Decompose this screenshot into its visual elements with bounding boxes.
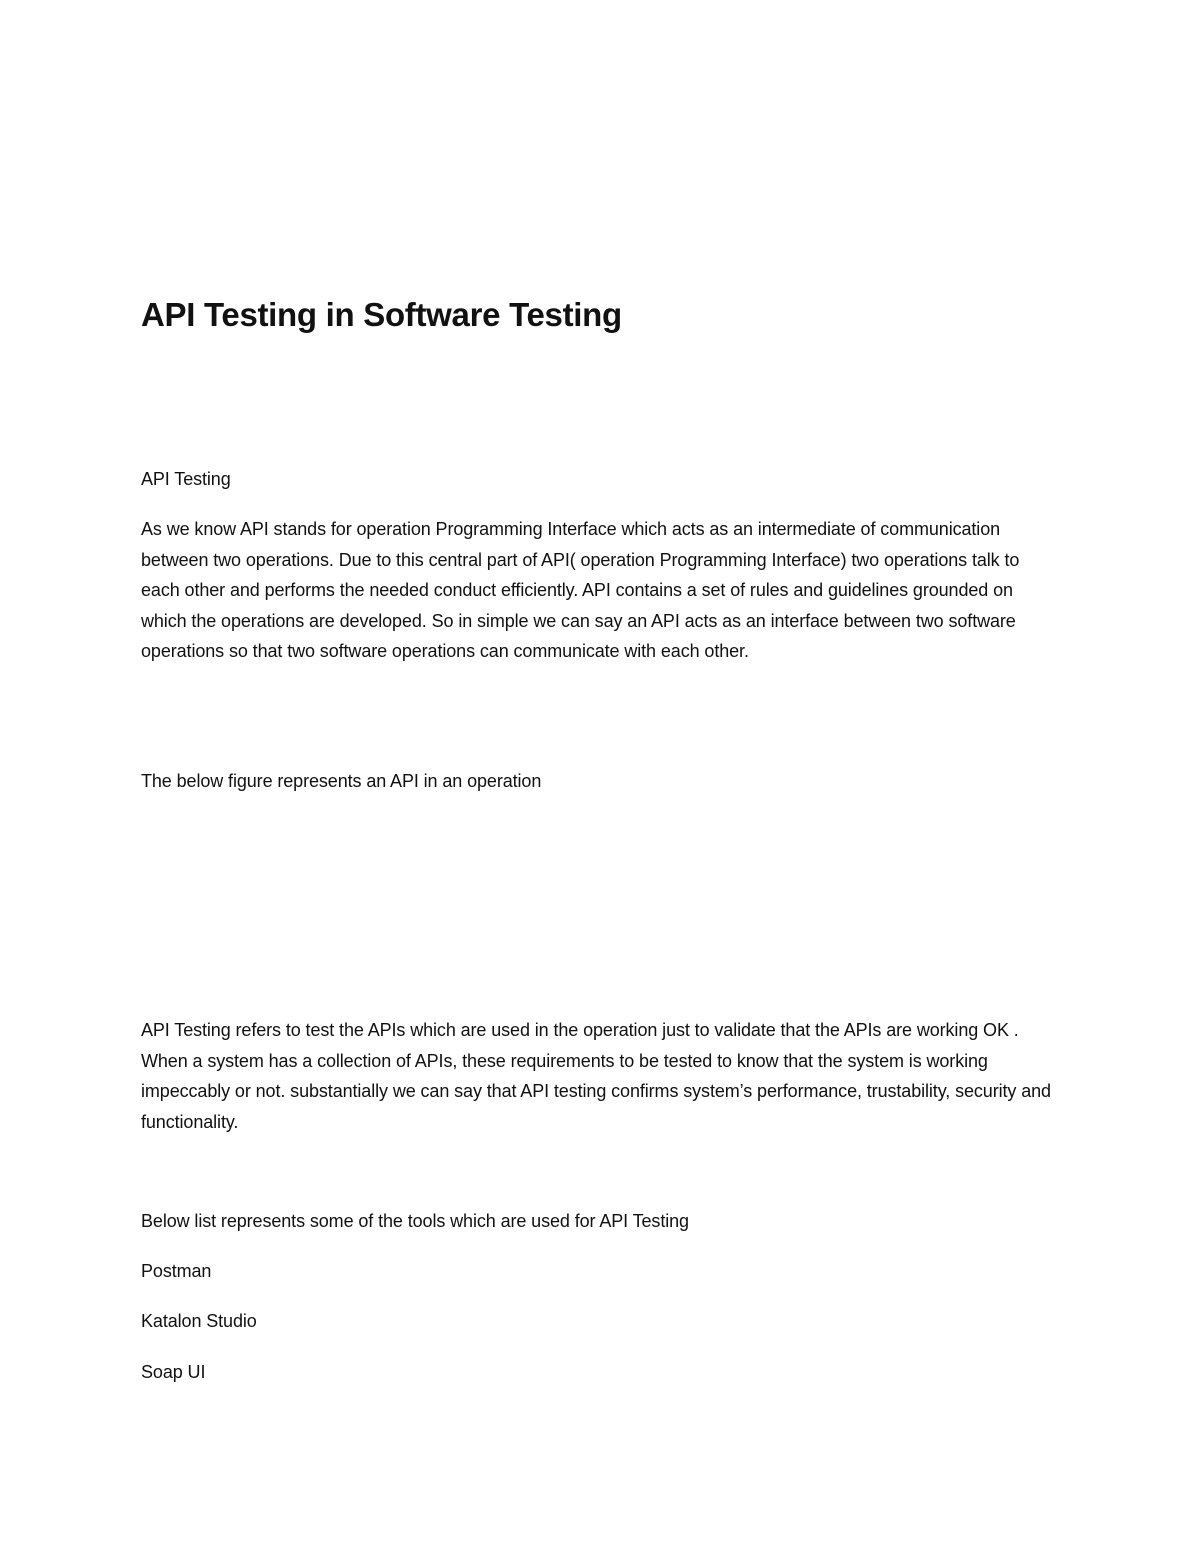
testing-paragraph: API Testing refers to test the APIs which are used in the operation just to validate that the APIs are working OK . When a system has a collection of APIs, these requirements to be tested to know that the system is working impeccably or not. substantially we can say that API testing confirms system’s performance, trustability, security and functionality.	[141, 1020, 1051, 1132]
document-title: API Testing in Software Testing	[141, 296, 622, 333]
figure-caption: The below figure represents an API in an operation	[141, 771, 542, 791]
tool-list-item: Postman	[141, 1261, 212, 1281]
tool-list-item: Katalon Studio	[141, 1311, 257, 1331]
tools-intro: Below list represents some of the tools which are used for API Testing	[141, 1211, 689, 1231]
tool-list-item: Soap UI	[141, 1362, 206, 1382]
section-heading: API Testing	[141, 469, 231, 489]
intro-paragraph: As we know API stands for operation Programming Interface which acts as an intermediate of communication between two operations. Due to this central part of API( operation Programming Interface) two operations talk to each other and performs the needed conduct efficiently. API contains a set of rules and guidelines grounded on which the operations are developed. So in simple we can say an API acts as an interface between two software operations so that two software operations can communicate with each other.	[141, 519, 1020, 661]
